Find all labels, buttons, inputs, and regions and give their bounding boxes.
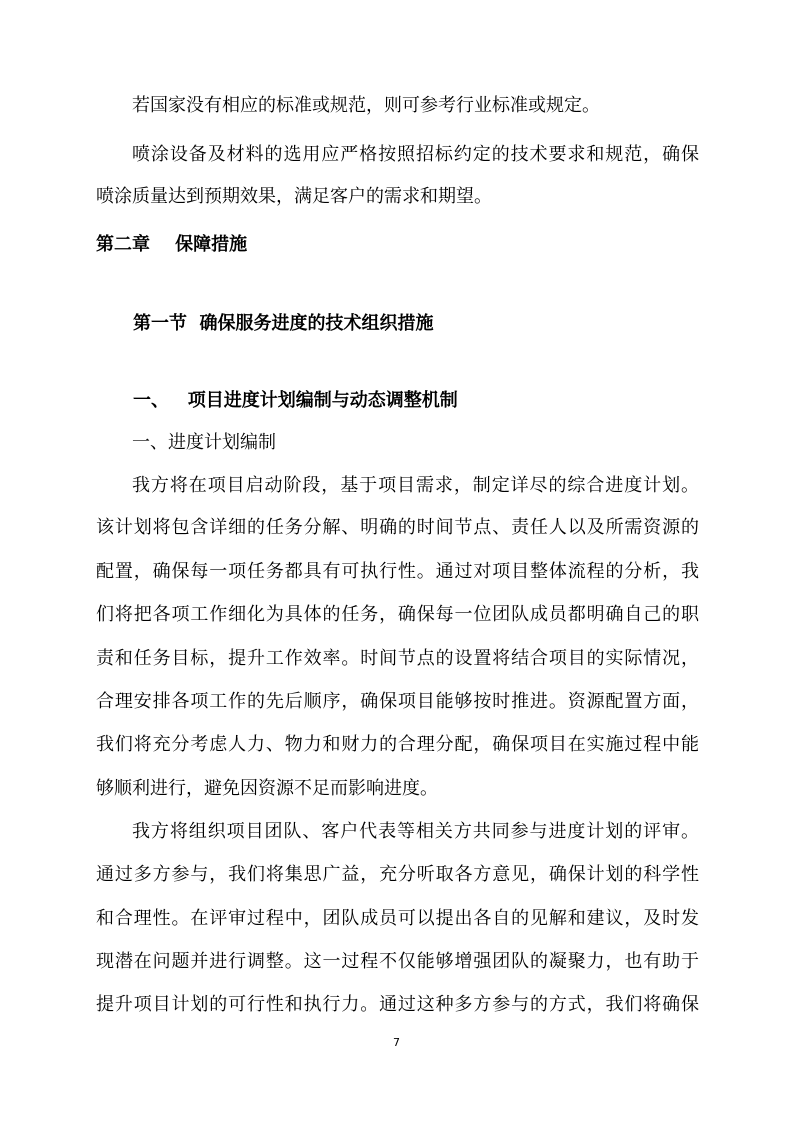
paragraph-line: 若国家没有相应的标准或规范，则可参考行业标准或规定。 <box>132 95 600 116</box>
paragraph-line: 们将把各项工作细化为具体的任务，确保每一位团队成员都明确自己的职 <box>96 604 699 625</box>
section-heading: 第一节 确保服务进度的技术组织措施 <box>133 313 434 334</box>
page-number: 7 <box>393 1036 400 1049</box>
paragraph-line: 现潜在问题并进行调整。这一过程不仅能够增强团队的凝聚力，也有助于 <box>96 951 699 972</box>
paragraph-line: 提升项目计划的可行性和执行力。通过这种多方参与的方式，我们将确保 <box>96 994 699 1015</box>
paragraph-line: 我方将组织项目团队、客户代表等相关方共同参与进度计划的评审。 <box>132 821 699 842</box>
paragraph-line: 该计划将包含详细的任务分解、明确的时间节点、责任人以及所需资源的 <box>96 517 699 538</box>
paragraph-line: 配置，确保每一项任务都具有可执行性。通过对项目整体流程的分析，我 <box>96 561 699 582</box>
paragraph-line: 喷涂质量达到预期效果，满足客户的需求和期望。 <box>96 186 492 207</box>
chapter-heading: 第二章 保障措施 <box>96 234 248 255</box>
subsection-heading: 一、 项目进度计划编制与动态调整机制 <box>133 390 458 411</box>
paragraph-line: 通过多方参与，我们将集思广益，充分听取各方意见，确保计划的科学性 <box>96 864 699 885</box>
paragraph-line: 和合理性。在评审过程中，团队成员可以提出各自的见解和建议，及时发 <box>96 908 699 929</box>
paragraph-line: 合理安排各项工作的先后顺序，确保项目能够按时推进。资源配置方面， <box>96 691 699 712</box>
paragraph-line: 我们将充分考虑人力、物力和财力的合理分配，确保项目在实施过程中能 <box>96 734 699 755</box>
paragraph-line: 喷涂设备及材料的选用应严格按照招标约定的技术要求和规范，确保 <box>132 144 699 165</box>
paragraph-line: 我方将在项目启动阶段，基于项目需求，制定详尽的综合进度计划。 <box>132 475 699 496</box>
list-item-heading: 一、进度计划编制 <box>132 432 276 453</box>
paragraph-line: 责和任务目标，提升工作效率。时间节点的设置将结合项目的实际情况， <box>96 648 699 669</box>
paragraph-line: 够顺利进行，避免因资源不足而影响进度。 <box>96 778 438 799</box>
